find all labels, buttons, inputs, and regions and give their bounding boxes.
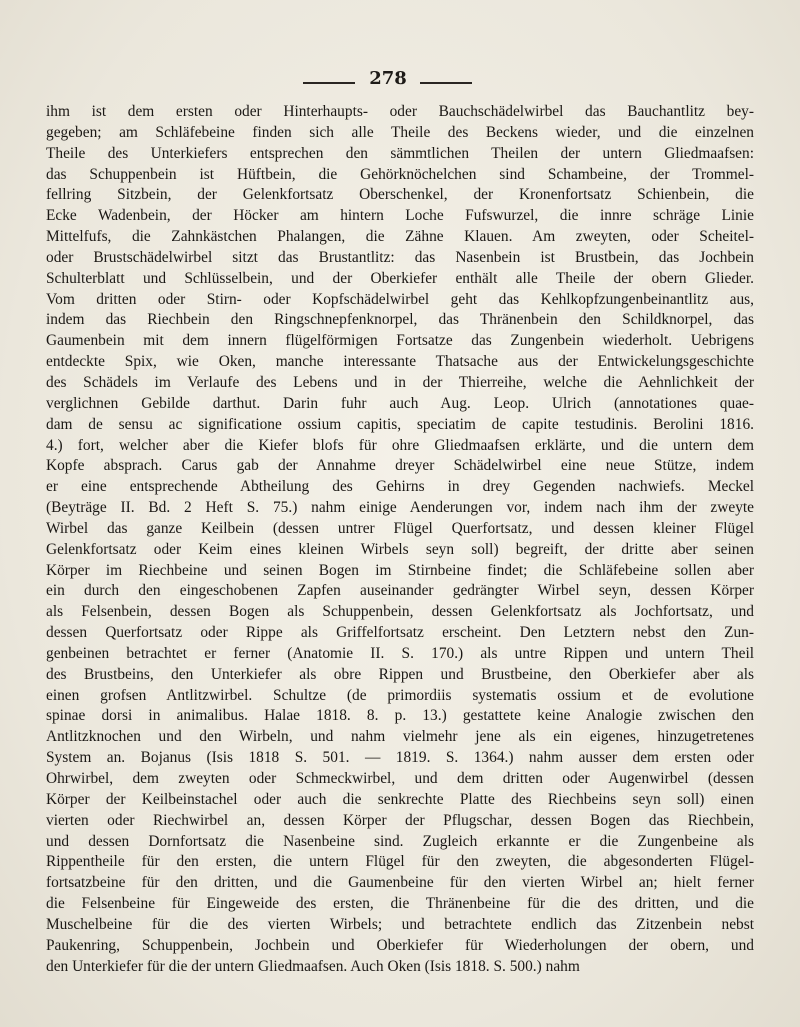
text-line: das Schuppenbein ist Hüftbein, die Gehörknöchelchen sind Schambeine, der Trommel- [46,165,754,183]
text-line: den Unterkiefer für die der untern Gliedmaafsen. Auch Oken (Isis 1818. S. 500.) nahm [46,957,580,975]
header-rule-right [420,82,472,84]
text-line: vierten oder Riechwirbel an, dessen Körper der Pflugschar, dessen Bogen das Riechbein, [46,811,754,829]
text-line: oder Brustschädelwirbel sitzt das Brustantlitz: das Nasenbein ist Brustbein, das Jochbein [46,248,754,266]
text-line: genbeinen betrachtet er ferner (Anatomie II. S. 170.) als untre Rippen und untern Theil [46,644,754,662]
text-line: 4.) fort, welcher aber die Kiefer blofs für ohre Gliedmaafsen erklärte, und die untern dem [46,436,754,454]
text-line: Paukenring, Schuppenbein, Jochbein und Oberkiefer für Wiederholungen der obern, und [46,936,754,954]
header-rule-left [303,82,355,84]
text-line: als Felsenbein, dessen Bogen als Schuppenbein, dessen Gelenkfortsatz als Jochfortsatz, und [46,603,754,621]
text-line: spinae dorsi in animalibus. Halae 1818. 8. p. 13.) gestattete keine Analogie zwischen den [46,707,754,725]
text-line: des Brustbeins, den Unterkiefer als obre Rippen und Brustbeine, den Oberkiefer aber als [46,665,754,683]
text-line: (Beyträge II. Bd. 2 Heft S. 75.) nahm einige Aenderungen vor, indem nach ihm der zweyte [46,499,754,517]
text-line: indem das Riechbein den Ringschnepfenknorpel, das Thränenbein den Schildknorpel, das [46,311,754,329]
text-line: Antlitzknochen und den Wirbeln, und nahm vielmehr jene als ein eigenes, hinzugetretenes [46,728,754,746]
text-line: gegeben; am Schläfebeine finden sich alle Theile des Beckens wieder, und die einzelnen [46,123,754,141]
text-line: Rippentheile für den ersten, die untern Flügel für den zweyten, die abgesonderten Flügel- [46,853,754,871]
text-line: dessen Querfortsatz oder Rippe als Griffelfortsatz erscheint. Den Letztern nebst den Zun- [46,624,754,642]
text-line: Ohrwirbel, dem zweyten oder Schmeckwirbel, und dem dritten oder Augenwirbel (dessen [46,770,754,787]
text-line: und dessen Dornfortsatz die Nasenbeine sind. Zugleich erkannte er die Zungenbeine als [46,832,754,850]
text-line: einen grofsen Antlitzwirbel. Schultze (de primordiis systematis ossium et de evolutione [46,686,754,704]
text-line: ein durch den eingeschobenen Zapfen auseinander gedrängter Wirbel seyn, dessen Körper [46,582,754,600]
text-line: Körper der Keilbeinstachel oder auch die senkrechte Platte des Riechbeins seyn soll) einen [46,790,754,808]
text-line: fortsatzbeine für den dritten, und die Gaumenbeine für den vierten Wirbel an; hielt ferner [46,874,754,892]
text-line: Gelenkfortsatz oder Keim eines kleinen Wirbels seyn soll) begreift, der dritte aber seinen [46,540,754,558]
text-line: Schulterblatt und Schlüsselbein, und der Oberkiefer enthält alle Theile der obern Glieder. [46,269,754,287]
text-line: entdeckte Spix, wie Oken, manche interessante Thatsache aus der Entwickelungsgeschichte [46,353,754,371]
text-line: Vom dritten oder Stirn- oder Kopfschädelwirbel geht das Kehlkopfzungenbeinantlitz aus, [46,290,754,308]
text-line: Muschelbeine für die des vierten Wirbels; und betrachtete endlich das Zitzenbein nebst [46,915,754,933]
text-line: Kopfe absprach. Carus gab der Annahme dreyer Schädelwirbel eine neue Stütze, indem [46,457,754,475]
page-number: 278 [369,68,407,89]
page-header [0,66,800,96]
text-line: ihm ist dem ersten oder Hinterhaupts- oder Bauchschädelwirbel das Bauchantlitz bey- [46,103,754,120]
text-line: des Schädels im Verlaufe des Lebens und in der Thierreihe, welche die Aehnlichkeit der [46,373,754,391]
text-line: verglichnen Gebilde darthut. Darin fuhr auch Aug. Leop. Ulrich (annotationes quae- [46,394,754,412]
body-text [46,102,754,977]
text-line: Wirbel das ganze Keilbein (dessen untrer Flügel Querfortsatz, und dessen kleiner Flügel [46,519,754,537]
text-line: dam de sensu ac significatione ossium capitis, speciatim de capite testudinis. Berolini 1816. [46,415,754,433]
text-line: Theile des Unterkiefers entsprechen den sämmtlichen Theilen der untern Gliedmaafsen: [46,144,754,162]
text-line: die Felsenbeine für Eingeweide des ersten, die Thränenbeine für die des dritten, und die [46,895,754,913]
text-line: er eine entsprechende Abtheilung des Gehirns in drey Gegenden nachwiefs. Meckel [46,478,754,496]
text-line: System an. Bojanus (Isis 1818 S. 501. — 1819. S. 1364.) nahm ausser dem ersten oder [46,749,754,767]
text-line: Mittelfufs, die Zahnkästchen Phalangen, die Zähne Klauen. Am zweyten, oder Scheitel- [46,228,754,246]
text-line: Körper im Riechbeine und seinen Bogen im Stirnbeine findet; die Schläfebeine sollen aber [46,561,754,579]
text-line: Gaumenbein mit dem innern flügelförmigen Fortsatze das Zungenbein wiederholt. Uebrigens [46,332,754,350]
text-line: fellring Sitzbein, der Gelenkfortsatz Oberschenkel, der Kronenfortsatz Schienbein, die [46,186,754,204]
text-line: Ecke Wadenbein, der Höcker am hintern Loche Fufswurzel, die innre schräge Linie [46,207,754,225]
